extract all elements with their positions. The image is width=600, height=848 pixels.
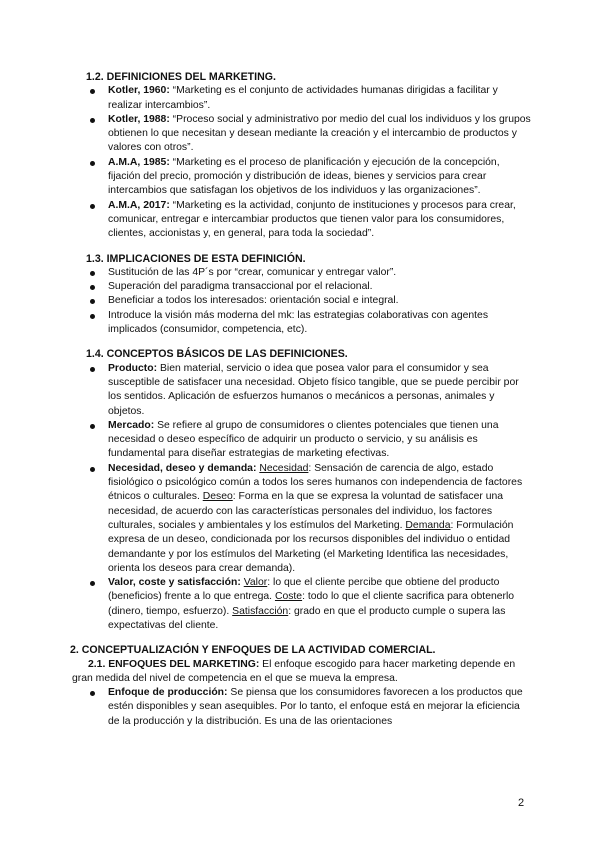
- author-label: Kotler, 1988:: [108, 113, 170, 125]
- definitions-list: [72, 84, 532, 241]
- page-content: [72, 70, 532, 729]
- underlined-term: Deseo: [202, 491, 233, 503]
- concepts-list: [72, 362, 532, 634]
- list-item: Introduce la visión más moderna del mk: las estrategias colaborativas con agentes implicados (consumidor, competencia, etc).: [72, 309, 532, 338]
- subsection-heading-2-1: 2.1. ENFOQUES DEL MARKETING:: [88, 658, 260, 670]
- term-label: Enfoque de producción:: [108, 687, 228, 699]
- term-text: : Sensación de carencia de algo, estado fisiológico o psicológico común a todos los seres humanos con independencia de factores étnicos o culturales.: [108, 462, 523, 503]
- underlined-term: Necesidad: [259, 462, 309, 474]
- definition-text: “Marketing es la actividad, conjunto de instituciones y procesos para crear, comunicar, entregar e intercambiar productos que tienen valor para los consumidores, clientes, accionistas y, en general, para toda la sociedad”.: [108, 199, 516, 240]
- list-item: Sustitución de las 4P´s por “crear, comunicar y entregar valor”.: [72, 266, 532, 280]
- list-item: Beneficiar a todos los interesados: orientación social e integral.: [72, 294, 532, 308]
- term-label: Mercado:: [108, 419, 155, 431]
- term-text: Bien material, servicio o idea que posea valor para el consumidor y sea susceptible de satisfacer una necesidad. Objeto físico tangible, que se puede percibir por los sentidos. Aplicación de esfuerzos humanos o mecánicos a personas, animales y objetos.: [108, 362, 519, 417]
- underlined-term: Satisfacción: [232, 605, 289, 617]
- section-heading-1-4: 1.4. CONCEPTOS BÁSICOS DE LAS DEFINICIONES.: [86, 348, 348, 361]
- underlined-term: Valor: [243, 577, 268, 589]
- paragraph-text: El enfoque escogido para hacer marketing depende en gran medida del nivel de competencia en el que se mueva la empresa.: [72, 658, 516, 684]
- definition-text: “Marketing es el conjunto de actividades humanas dirigidas a facilitar y realizar intercambios”.: [108, 85, 498, 111]
- term-label: Valor, coste y satisfacción:: [108, 577, 241, 589]
- underlined-term: Coste: [274, 591, 303, 603]
- definition-text: “Proceso social y administrativo por medio del cual los individuos y los grupos obtienen lo que necesitan y desean mediante la creación y el intercambio de productos y valores con otros”.: [108, 113, 531, 154]
- list-item: [72, 199, 532, 242]
- section-heading-2: 2. CONCEPTUALIZACIÓN Y ENFOQUES DE LA ACTIVIDAD COMERCIAL.: [70, 644, 436, 657]
- author-label: Kotler, 1960:: [108, 85, 170, 97]
- list-item: [72, 462, 532, 576]
- implications-list: [72, 266, 532, 337]
- term-label: Producto:: [108, 362, 158, 374]
- subsection-paragraph-2-1: [72, 658, 532, 687]
- term-text: : Formulación expresa de un deseo, condicionada por los recursos disponibles del individuo o entidad demandante y por los estímulos del Marketing (el Marketing Identifica las necesidades, orienta los deseos para crear demanda).: [108, 519, 514, 574]
- list-item: [72, 362, 532, 419]
- list-item: [72, 84, 532, 113]
- term-text: Se piensa que los consumidores favorecen a los productos que estén disponibles y sean asequibles. Por lo tanto, el enfoque está en mejorar la eficiencia de la producción y la distribución. Es una de las orientaciones: [108, 687, 523, 727]
- list-item: [72, 419, 532, 462]
- list-item: [72, 156, 532, 199]
- approaches-list: [72, 686, 532, 729]
- section-heading-1-3: 1.3. IMPLICACIONES DE ESTA DEFINICIÓN.: [86, 252, 306, 265]
- section-heading-1-2: 1.2. DEFINICIONES DEL MARKETING.: [86, 71, 276, 83]
- term-text: : todo lo que el cliente sacrifica para obtenerlo (dinero, tiempo, esfuerzo).: [108, 591, 515, 617]
- list-item: [72, 686, 532, 729]
- list-item: [72, 113, 532, 156]
- page-number: 2: [518, 797, 525, 809]
- term-label: Necesidad, deseo y demanda:: [108, 462, 257, 474]
- list-item: Superación del paradigma transaccional por el relacional.: [72, 280, 532, 294]
- term-text: : lo que el cliente percibe que obtiene del producto (beneficios) frente a lo que entrega.: [108, 577, 500, 603]
- list-item: [72, 576, 532, 633]
- term-text: : grado en que el producto cumple o supera las expectativas del cliente.: [108, 605, 506, 631]
- author-label: A.M.A, 2017:: [108, 199, 170, 211]
- definition-text: “Marketing es el proceso de planificación y ejecución de la concepción, fijación del precio, promoción y distribución de ideas, bienes y servicios para crear intercambios que satisfagan los objetivos de los individuos y las organizaciones”.: [108, 156, 500, 197]
- term-text: : Forma en la que se expresa la voluntad de satisfacer una necesidad, de acuerdo con las características personales del individuo, los factores culturales, sociales y ambientales y los estímulos del Marketing.: [108, 491, 504, 531]
- term-text: Se refiere al grupo de consumidores o clientes potenciales que tienen una necesidad o deseo específico de adquirir un producto o servicio, y su análisis es fundamental para diseñar estrategias de marketing efectivas.: [108, 419, 499, 460]
- author-label: A.M.A, 1985:: [108, 156, 170, 168]
- underlined-term: Demanda: [405, 519, 451, 531]
